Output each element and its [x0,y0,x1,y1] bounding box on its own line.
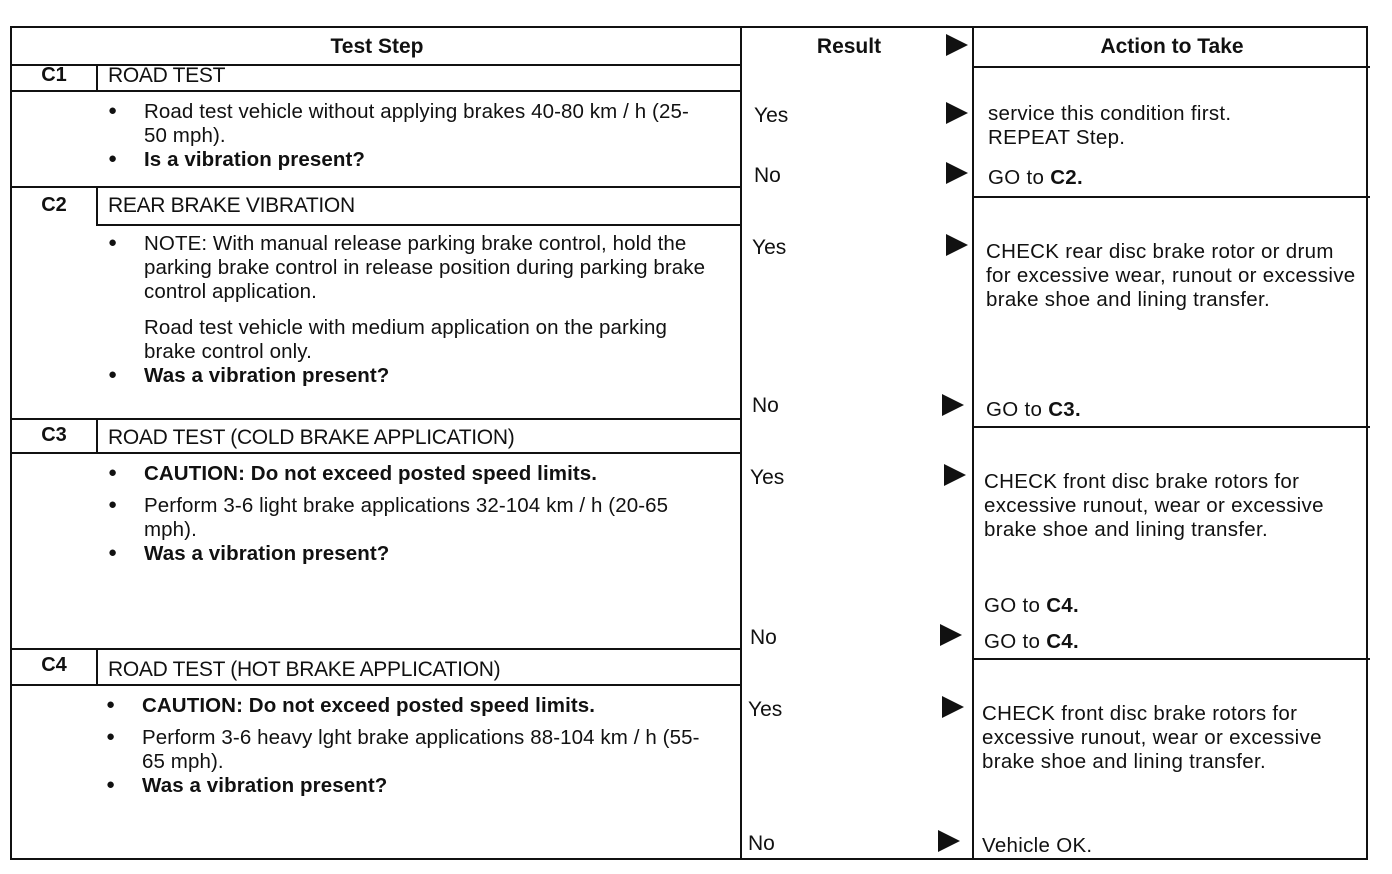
step-divider [12,648,742,650]
result-yes: Yes [752,236,787,259]
step-line: ● Was a vibration present? [106,774,706,798]
step-id: C3 [41,424,67,446]
arrow-icon [940,624,962,646]
step-body [108,462,708,566]
step-divider [12,186,742,188]
action-yes: CHECK front disc brake rotors for excessive runout, wear or excessive brake shoe and lining transfer. [984,470,1324,541]
header-result: Result [816,35,882,58]
action-yes: CHECK rear disc brake rotor or drum for excessive wear, runout or excessive brake shoe and lining transfer. [986,240,1356,311]
step-body [108,232,708,388]
action-no-ref: C3. [1048,398,1081,421]
result-yes: Yes [754,104,789,127]
step-id: C1 [41,64,67,86]
step-body [106,694,706,798]
arrow-icon [942,696,964,718]
action-no-prefix: GO to [988,166,1051,189]
step-divider-action [972,196,1370,198]
result-yes: Yes [748,698,783,721]
result-yes: Yes [750,466,785,489]
step-id-divider [96,418,98,454]
action-no-prefix: GO to [986,398,1049,421]
step-title-divider [12,684,742,686]
step-id-divider [96,64,98,90]
step-id: C4 [41,654,67,676]
arrow-icon [938,830,960,852]
result-no: No [750,626,777,649]
step-line: ● CAUTION: Do not exceed posted speed limits. [106,694,706,718]
step-line: ● Road test vehicle without applying brakes 40-80 km / h (25-50 mph). [108,100,708,148]
step-id: C2 [41,194,67,216]
step-title-divider [12,452,742,454]
action-no [988,166,1083,190]
step-divider [12,418,742,420]
diagnostic-table [10,26,1368,860]
header-action: Action to Take [1100,35,1244,58]
step-title-divider [96,224,742,226]
action-no: Vehicle OK. [982,834,1093,857]
action-no [986,398,1081,422]
step-id-divider [96,648,98,686]
step-title: ROAD TEST [108,64,226,87]
step-line: ● Was a vibration present? [108,542,708,566]
action-yes: service this condition first. REPEAT Step. [988,102,1232,149]
action-yes-goto [984,594,1079,618]
arrow-icon [942,394,964,416]
arrow-icon [946,102,968,124]
column-divider-result [740,28,742,860]
step-line: ● CAUTION: Do not exceed posted speed limits. [108,462,708,486]
step-title: REAR BRAKE VIBRATION [108,194,355,217]
step-divider-action [972,658,1370,660]
column-divider-action [972,28,974,860]
action-no-prefix: GO to [984,630,1047,653]
step-body [108,100,708,172]
arrow-icon [946,162,968,184]
action-yes: CHECK front disc brake rotors for excessive runout, wear or excessive brake shoe and lining transfer. [982,702,1322,773]
step-line: ● Perform 3-6 heavy lght brake applications 88-104 km / h (55-65 mph). [106,726,706,774]
step-title: ROAD TEST (COLD BRAKE APPLICATION) [108,426,515,449]
step-line: ● Is a vibration present? [108,148,708,172]
step-line: Road test vehicle with medium application on the parking brake control only. [144,316,667,363]
step-line: ● Was a vibration present? [108,364,708,388]
result-no: No [752,394,779,417]
arrow-icon [944,464,966,486]
header-test-step: Test Step [330,35,424,58]
result-no: No [754,164,781,187]
header-divider-action [972,66,1370,68]
result-no: No [748,832,775,855]
action-yes-goto-prefix: GO to [984,594,1047,617]
action-no [984,630,1079,654]
step-title: ROAD TEST (HOT BRAKE APPLICATION) [108,658,501,681]
step-line: ● Perform 3-6 light brake applications 32-104 km / h (20-65 mph). [108,494,708,542]
step-divider-action [972,426,1370,428]
step-title-divider [12,90,742,92]
action-no-ref: C4. [1046,630,1079,653]
arrow-icon [946,234,968,256]
step-line: ● NOTE: With manual release parking brake control, hold the parking brake control in release position during parking brake control application. [108,232,708,304]
step-id-divider [96,186,98,224]
action-yes-goto-ref: C4. [1046,594,1079,617]
header-arrow-icon [946,34,968,56]
action-no-ref: C2. [1050,166,1083,189]
